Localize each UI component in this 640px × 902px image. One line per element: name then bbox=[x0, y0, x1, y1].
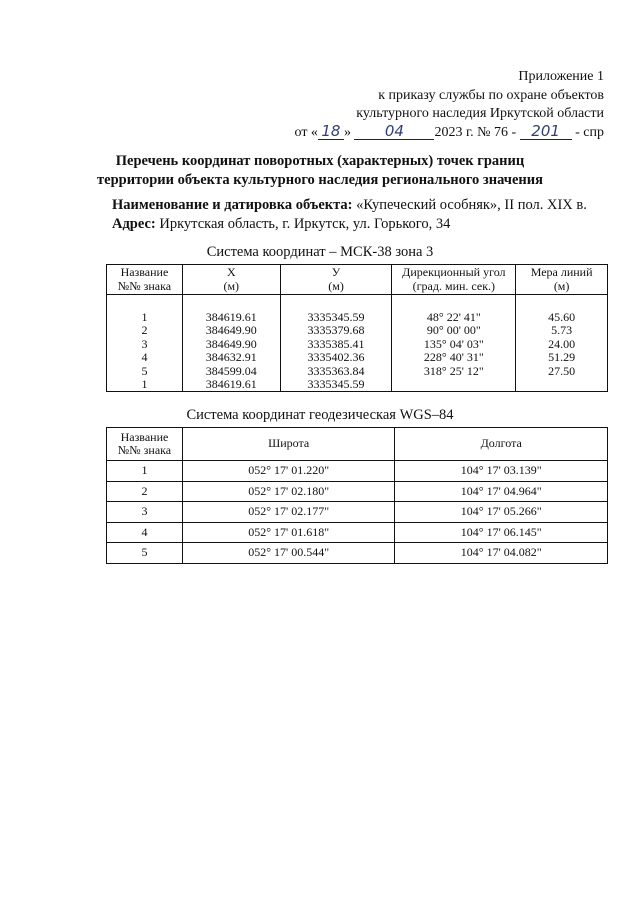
date-mid: » bbox=[343, 124, 351, 140]
header-line-2: (м) bbox=[553, 278, 570, 293]
msk-caption: Система координат – МСК-38 зона 3 bbox=[206, 244, 434, 260]
table-row bbox=[107, 351, 608, 364]
order-line-1: к приказу службы по охране объектов bbox=[378, 87, 604, 103]
table-cell: 104° 17' 05.266" bbox=[395, 502, 608, 523]
table-cell: 5 bbox=[107, 543, 183, 564]
table-cell: 1 bbox=[107, 378, 183, 392]
table-cell: 3335385.41 bbox=[280, 338, 392, 351]
header-line-2: (град. мин. сек.) bbox=[412, 278, 496, 293]
header-line-1: У bbox=[331, 265, 341, 279]
wgs-coordinates-table bbox=[106, 427, 608, 564]
msk-header-row bbox=[107, 265, 608, 295]
spacer-cell bbox=[107, 295, 183, 312]
header-line-2: №№ знака bbox=[117, 443, 172, 457]
table-cell bbox=[516, 378, 608, 392]
table-row bbox=[107, 502, 608, 523]
table-cell: 384599.04 bbox=[182, 365, 280, 378]
table-cell: 228° 40' 31" bbox=[392, 351, 516, 364]
table-cell: 2 bbox=[107, 481, 183, 502]
table-cell: 052° 17' 02.180" bbox=[182, 481, 395, 502]
document-title bbox=[0, 152, 640, 190]
msk-header-cell bbox=[392, 265, 516, 295]
wgs-header-row bbox=[107, 428, 608, 461]
table-cell: 384649.90 bbox=[182, 338, 280, 351]
table-cell: 3335345.59 bbox=[280, 311, 392, 324]
header-line-2: (м) bbox=[328, 278, 344, 293]
table-cell: 052° 17' 01.220" bbox=[182, 461, 395, 482]
header-line-1: Дирекционный угол bbox=[402, 265, 506, 279]
header-line-1: Долгота bbox=[480, 436, 522, 451]
msk-header-cell bbox=[280, 265, 392, 295]
msk-header-cell bbox=[107, 265, 183, 295]
table-cell: 90° 00' 00" bbox=[392, 324, 516, 337]
object-address-line bbox=[112, 215, 587, 234]
table-row bbox=[107, 461, 608, 482]
table-cell: 24.00 bbox=[516, 338, 608, 351]
table-cell: 2 bbox=[107, 324, 183, 337]
title-line-2: территории объекта культурного наследия регионального значения bbox=[97, 172, 543, 188]
table-cell bbox=[392, 378, 516, 392]
spacer-cell bbox=[392, 295, 516, 312]
spacer-cell bbox=[280, 295, 392, 312]
table-cell: 4 bbox=[107, 522, 183, 543]
header-line-1: Название bbox=[120, 265, 169, 279]
table-cell: 3335379.68 bbox=[280, 324, 392, 337]
table-cell: 135° 04' 03" bbox=[392, 338, 516, 351]
msk-coordinates-table bbox=[106, 264, 608, 392]
table-cell: 318° 25' 12" bbox=[392, 365, 516, 378]
table-row bbox=[107, 522, 608, 543]
table-row bbox=[107, 365, 608, 378]
spacer-cell bbox=[516, 295, 608, 312]
table-cell: 45.60 bbox=[516, 311, 608, 324]
handwritten-order-number: 201 bbox=[520, 124, 572, 140]
table-cell: 104° 17' 04.964" bbox=[395, 481, 608, 502]
object-info bbox=[112, 196, 587, 233]
table-row bbox=[107, 543, 608, 564]
spacer-cell bbox=[182, 295, 280, 312]
object-name-label: Наименование и датировка объекта: bbox=[112, 197, 353, 213]
table-row bbox=[107, 481, 608, 502]
table-row bbox=[107, 378, 608, 392]
date-prefix: от « bbox=[294, 124, 318, 140]
wgs-header-cell bbox=[395, 428, 608, 461]
table-cell: 4 bbox=[107, 351, 183, 364]
header-line-1: Широта bbox=[268, 436, 310, 451]
table-cell: 104° 17' 03.139" bbox=[395, 461, 608, 482]
table-cell: 052° 17' 00.544" bbox=[182, 543, 395, 564]
wgs-header-cell bbox=[107, 428, 183, 461]
header-line-1: Мера линий bbox=[530, 265, 593, 279]
header-line-1: Название bbox=[120, 429, 169, 444]
table-cell: 51.29 bbox=[516, 351, 608, 364]
order-suffix: - спр bbox=[575, 124, 604, 140]
order-line-2: культурного наследия Иркутской области bbox=[356, 106, 604, 121]
table-cell: 3335363.84 bbox=[280, 365, 392, 378]
object-address-value: Иркутская область, г. Иркутск, ул. Горького, 34 bbox=[159, 215, 451, 232]
wgs-caption: Система координат геодезическая WGS–84 bbox=[186, 407, 454, 423]
table-cell: 27.50 bbox=[516, 365, 608, 378]
object-address-label: Адрес: bbox=[112, 215, 156, 232]
appendix-block bbox=[295, 68, 605, 142]
table-cell: 3335402.36 bbox=[280, 351, 392, 364]
header-line-2: №№ знака bbox=[117, 278, 172, 293]
header-line-1: X bbox=[226, 265, 236, 279]
object-name-value: «Купеческий особняк», II пол. XIX в. bbox=[356, 197, 587, 213]
table-cell: 5 bbox=[107, 365, 183, 378]
table-cell: 3 bbox=[107, 338, 183, 351]
handwritten-day: 18 bbox=[318, 124, 344, 140]
table-cell: 1 bbox=[107, 311, 183, 324]
table-cell: 052° 17' 01.618" bbox=[182, 522, 395, 543]
wgs-header-cell bbox=[182, 428, 395, 461]
table-row bbox=[107, 311, 608, 324]
msk-header-cell bbox=[182, 265, 280, 295]
msk-header-cell bbox=[516, 265, 608, 295]
table-cell: 1 bbox=[107, 461, 183, 482]
table-cell: 384619.61 bbox=[182, 378, 280, 392]
table-cell: 104° 17' 04.082" bbox=[395, 543, 608, 564]
table-cell: 384619.61 bbox=[182, 311, 280, 324]
handwritten-month: 04 bbox=[354, 124, 434, 140]
table-cell: 104° 17' 06.145" bbox=[395, 522, 608, 543]
table-cell: 3 bbox=[107, 502, 183, 523]
table-row bbox=[107, 338, 608, 351]
table-spacer-row bbox=[107, 295, 608, 312]
header-line-2: (м) bbox=[223, 278, 240, 293]
order-date-line bbox=[294, 121, 605, 143]
table-row bbox=[107, 324, 608, 337]
table-cell: 052° 17' 02.177" bbox=[182, 502, 395, 523]
table-cell: 48° 22' 41" bbox=[392, 311, 516, 324]
table-cell: 3335345.59 bbox=[280, 378, 392, 392]
title-line-1: Перечень координат поворотных (характерных) точек границ bbox=[115, 153, 525, 169]
table-cell: 384649.90 bbox=[182, 324, 280, 337]
table-cell: 384632.91 bbox=[182, 351, 280, 364]
appendix-title: Приложение 1 bbox=[518, 69, 604, 84]
date-year: 2023 г. № 76 - bbox=[434, 124, 517, 140]
table-cell: 5.73 bbox=[516, 324, 608, 337]
object-name-line bbox=[112, 196, 587, 215]
